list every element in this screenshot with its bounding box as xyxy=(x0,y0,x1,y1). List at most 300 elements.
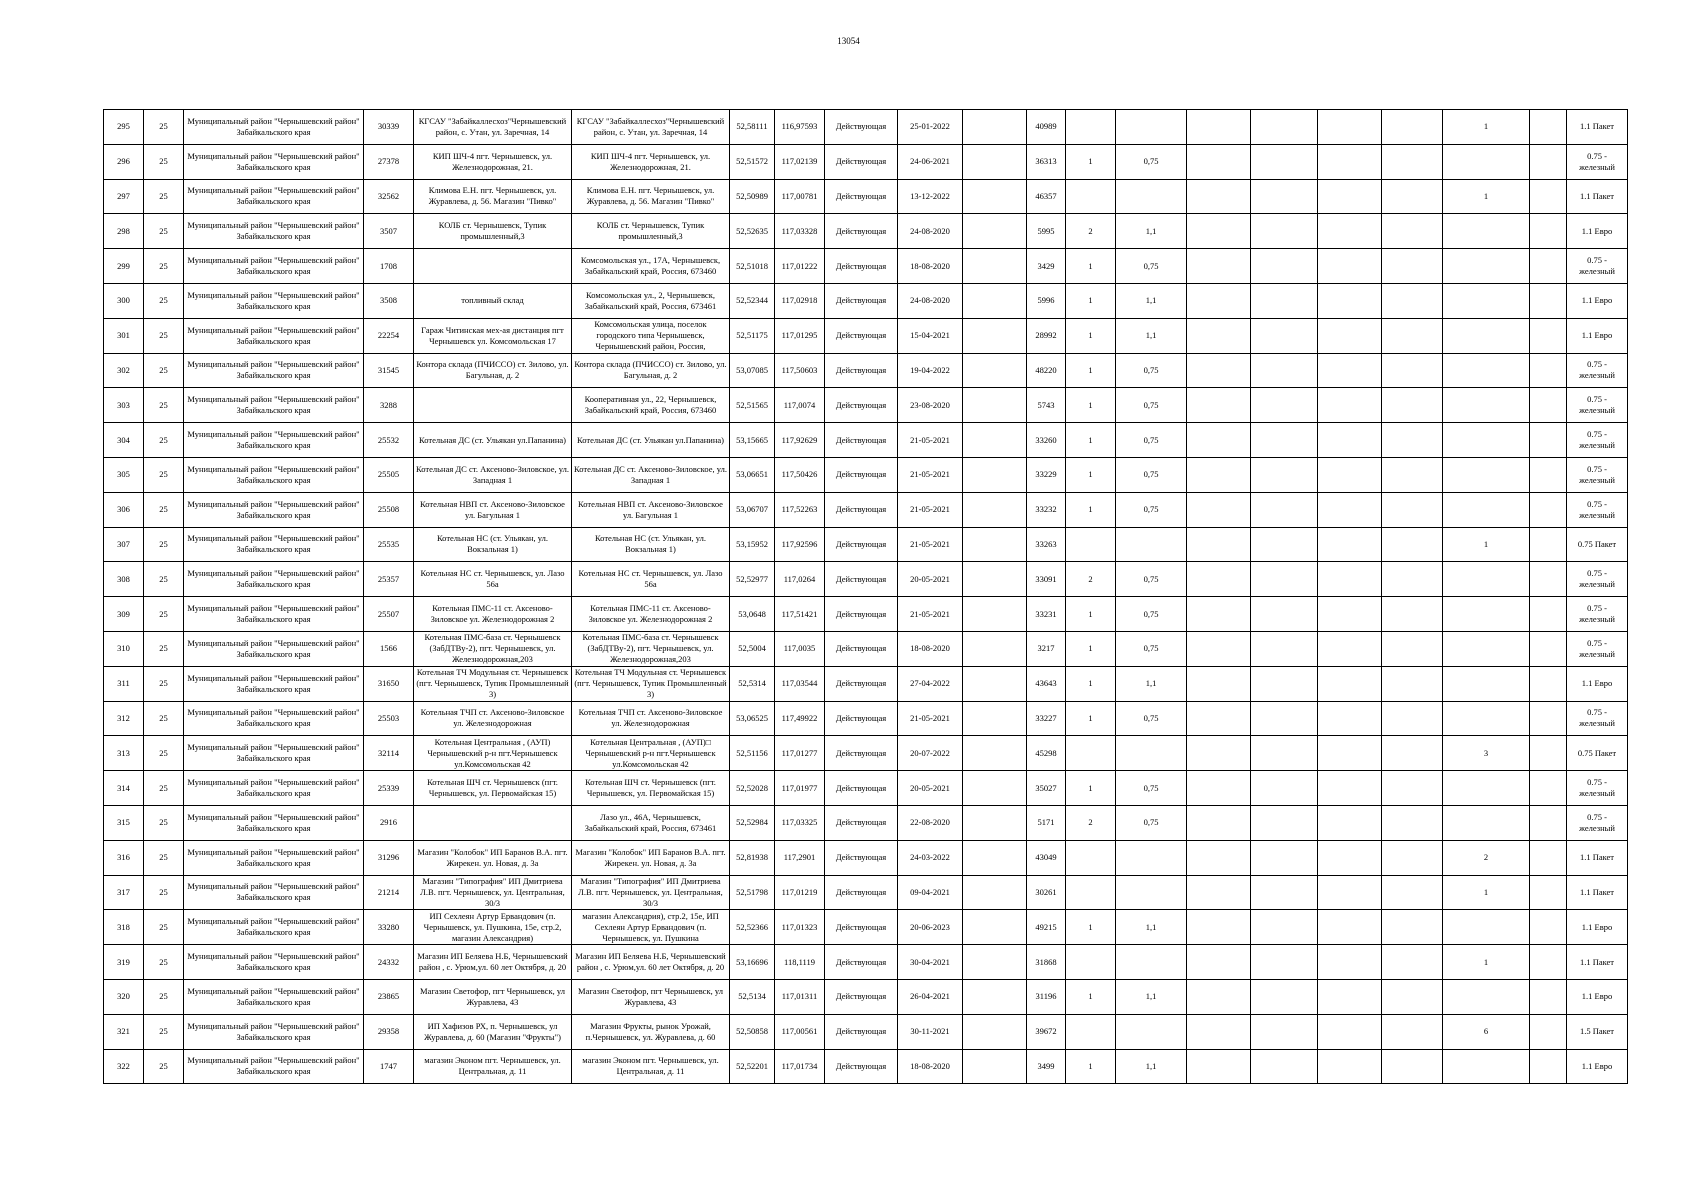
cell-row-number: 315 xyxy=(104,805,144,840)
cell-bag-count xyxy=(1443,353,1530,388)
cell-extra-6 xyxy=(1530,527,1567,562)
cell-extra-5 xyxy=(1382,875,1443,910)
cell-row-number: 318 xyxy=(104,910,144,945)
cell-container-count: 1 xyxy=(1066,283,1116,318)
cell-row-number: 296 xyxy=(104,144,144,179)
cell-extra-1 xyxy=(963,805,1027,840)
cell-latitude: 53,06525 xyxy=(730,701,775,736)
cell-longitude: 117,00561 xyxy=(775,1014,825,1049)
cell-status: Действующая xyxy=(825,283,898,318)
cell-municipality: Муниципальный район "Чернышевский район" Забайкальского края xyxy=(184,771,364,806)
cell-extra-2 xyxy=(1187,666,1251,701)
cell-registry-id: 31868 xyxy=(1027,945,1066,980)
cell-municipality: Муниципальный район "Чернышевский район" Забайкальского края xyxy=(184,110,364,145)
cell-latitude: 53,06707 xyxy=(730,492,775,527)
cell-status: Действующая xyxy=(825,597,898,632)
cell-extra-6 xyxy=(1530,1014,1567,1049)
cell-extra-5 xyxy=(1382,736,1443,771)
cell-region-code: 25 xyxy=(144,840,184,875)
cell-region-code: 25 xyxy=(144,910,184,945)
cell-longitude: 117,92629 xyxy=(775,423,825,458)
cell-site-name: Котельная ДС (ст. Ульякан ул.Папанина) xyxy=(414,423,572,458)
cell-municipality: Муниципальный район "Чернышевский район" Забайкальского края xyxy=(184,701,364,736)
cell-extra-1 xyxy=(963,840,1027,875)
cell-status: Действующая xyxy=(825,1014,898,1049)
cell-bag-count xyxy=(1443,318,1530,353)
cell-container-type: 1.1 Евро xyxy=(1567,318,1628,353)
cell-latitude: 52,52028 xyxy=(730,771,775,806)
cell-latitude: 53,15952 xyxy=(730,527,775,562)
cell-container-volume: 0,75 xyxy=(1116,144,1187,179)
cell-registry-id: 5743 xyxy=(1027,388,1066,423)
cell-row-number: 305 xyxy=(104,457,144,492)
cell-extra-2 xyxy=(1187,945,1251,980)
cell-site-name: магазин Эконом пгт. Чернышевск, ул. Центральная, д. 11 xyxy=(414,1049,572,1084)
cell-longitude: 117,01222 xyxy=(775,249,825,284)
table-row xyxy=(104,457,1628,492)
cell-site-address: Магазин Фрукты, рынок Урожай, п.Чернышевск, ул. Журавлева, д. 60 xyxy=(572,1014,730,1049)
cell-status: Действующая xyxy=(825,353,898,388)
cell-date: 20-05-2021 xyxy=(898,771,963,806)
cell-date: 24-08-2020 xyxy=(898,214,963,249)
cell-extra-2 xyxy=(1187,318,1251,353)
cell-extra-4 xyxy=(1318,666,1382,701)
cell-bag-count: 1 xyxy=(1443,527,1530,562)
cell-status: Действующая xyxy=(825,840,898,875)
cell-extra-3 xyxy=(1251,492,1318,527)
cell-municipality: Муниципальный район "Чернышевский район" Забайкальского края xyxy=(184,805,364,840)
cell-extra-6 xyxy=(1530,214,1567,249)
cell-site-name: Котельная НВП ст. Аксеново-Зиловское ул. Багульная 1 xyxy=(414,492,572,527)
cell-registry-id: 33263 xyxy=(1027,527,1066,562)
cell-status: Действующая xyxy=(825,666,898,701)
cell-extra-3 xyxy=(1251,423,1318,458)
cell-extra-5 xyxy=(1382,701,1443,736)
cell-municipality: Муниципальный район "Чернышевский район" Забайкальского края xyxy=(184,666,364,701)
cell-extra-2 xyxy=(1187,875,1251,910)
cell-registry-id: 48220 xyxy=(1027,353,1066,388)
cell-site-address: Котельная НС ст. Чернышевск, ул. Лазо 56а xyxy=(572,562,730,597)
cell-status: Действующая xyxy=(825,110,898,145)
cell-site-id: 3508 xyxy=(364,283,414,318)
cell-extra-3 xyxy=(1251,457,1318,492)
cell-container-count: 1 xyxy=(1066,457,1116,492)
cell-site-address: КГСАУ "Забайкаллесхоз"Чернышевский район, с. Утан, ул. Заречная, 14 xyxy=(572,110,730,145)
cell-site-address: Котельная НС (ст. Ульякан, ул. Вокзальная 1) xyxy=(572,527,730,562)
cell-registry-id: 5171 xyxy=(1027,805,1066,840)
cell-bag-count xyxy=(1443,666,1530,701)
cell-date: 20-06-2023 xyxy=(898,910,963,945)
cell-extra-6 xyxy=(1530,283,1567,318)
cell-latitude: 52,52344 xyxy=(730,283,775,318)
cell-latitude: 53,07085 xyxy=(730,353,775,388)
cell-status: Действующая xyxy=(825,562,898,597)
cell-site-address: Котельная Центральная , (АУП)□ Чернышевский р-н пгт.Чернышевск ул.Комсомольская 42 xyxy=(572,736,730,771)
cell-extra-6 xyxy=(1530,249,1567,284)
cell-latitude: 53,16696 xyxy=(730,945,775,980)
cell-extra-1 xyxy=(963,457,1027,492)
cell-status: Действующая xyxy=(825,214,898,249)
cell-longitude: 117,2901 xyxy=(775,840,825,875)
cell-registry-id: 5996 xyxy=(1027,283,1066,318)
cell-container-volume: 0,75 xyxy=(1116,631,1187,666)
cell-region-code: 25 xyxy=(144,318,184,353)
cell-extra-6 xyxy=(1530,1049,1567,1084)
cell-municipality: Муниципальный район "Чернышевский район" Забайкальского края xyxy=(184,562,364,597)
cell-row-number: 312 xyxy=(104,701,144,736)
cell-longitude: 117,01219 xyxy=(775,875,825,910)
cell-latitude: 52,58111 xyxy=(730,110,775,145)
cell-registry-id: 43643 xyxy=(1027,666,1066,701)
cell-extra-5 xyxy=(1382,666,1443,701)
cell-site-id: 1747 xyxy=(364,1049,414,1084)
cell-region-code: 25 xyxy=(144,701,184,736)
cell-extra-6 xyxy=(1530,492,1567,527)
cell-site-name: Котельная ШЧ ст. Чернышевск (пгт. Чернышевск, ул. Первомайская 15) xyxy=(414,771,572,806)
cell-date: 27-04-2022 xyxy=(898,666,963,701)
cell-extra-2 xyxy=(1187,388,1251,423)
cell-container-count: 1 xyxy=(1066,910,1116,945)
table-row xyxy=(104,318,1628,353)
cell-row-number: 300 xyxy=(104,283,144,318)
cell-extra-5 xyxy=(1382,353,1443,388)
cell-container-type: 0.75 - железный xyxy=(1567,562,1628,597)
cell-container-count xyxy=(1066,179,1116,214)
cell-container-volume xyxy=(1116,179,1187,214)
cell-extra-3 xyxy=(1251,875,1318,910)
cell-latitude: 52,52366 xyxy=(730,910,775,945)
cell-status: Действующая xyxy=(825,527,898,562)
cell-extra-1 xyxy=(963,945,1027,980)
cell-site-id: 29358 xyxy=(364,1014,414,1049)
cell-extra-4 xyxy=(1318,318,1382,353)
cell-date: 30-04-2021 xyxy=(898,945,963,980)
cell-bag-count xyxy=(1443,144,1530,179)
cell-extra-3 xyxy=(1251,666,1318,701)
cell-extra-1 xyxy=(963,423,1027,458)
cell-region-code: 25 xyxy=(144,597,184,632)
cell-container-type: 0.75 - железный xyxy=(1567,492,1628,527)
cell-latitude: 52,52635 xyxy=(730,214,775,249)
cell-site-name: Котельная ТЧП ст. Аксеново-Зиловское ул. Железнодорожная xyxy=(414,701,572,736)
cell-region-code: 25 xyxy=(144,562,184,597)
cell-region-code: 25 xyxy=(144,979,184,1014)
cell-site-id: 3507 xyxy=(364,214,414,249)
cell-container-volume xyxy=(1116,945,1187,980)
cell-extra-1 xyxy=(963,597,1027,632)
cell-extra-1 xyxy=(963,110,1027,145)
cell-registry-id: 31196 xyxy=(1027,979,1066,1014)
cell-registry-id: 45298 xyxy=(1027,736,1066,771)
cell-longitude: 117,01295 xyxy=(775,318,825,353)
cell-extra-4 xyxy=(1318,388,1382,423)
cell-bag-count xyxy=(1443,562,1530,597)
cell-site-name: Котельная ПМС-база ст. Чернышевск (ЗабДТВу-2), пгт. Чернышевск, ул. Железнодорожная,203 xyxy=(414,631,572,666)
cell-municipality: Муниципальный район "Чернышевский район" Забайкальского края xyxy=(184,945,364,980)
cell-site-id: 25503 xyxy=(364,701,414,736)
cell-extra-6 xyxy=(1530,562,1567,597)
cell-municipality: Муниципальный район "Чернышевский район" Забайкальского края xyxy=(184,179,364,214)
cell-extra-2 xyxy=(1187,597,1251,632)
cell-extra-1 xyxy=(963,527,1027,562)
cell-extra-1 xyxy=(963,562,1027,597)
cell-site-address: Контора склада (ПЧИССО) ст. Зилово, ул. Багульная, д. 2 xyxy=(572,353,730,388)
cell-extra-2 xyxy=(1187,631,1251,666)
cell-extra-2 xyxy=(1187,179,1251,214)
cell-extra-2 xyxy=(1187,144,1251,179)
cell-status: Действующая xyxy=(825,492,898,527)
cell-extra-3 xyxy=(1251,527,1318,562)
cell-container-type: 0.75 - железный xyxy=(1567,701,1628,736)
cell-status: Действующая xyxy=(825,805,898,840)
cell-container-volume: 1,1 xyxy=(1116,666,1187,701)
cell-bag-count xyxy=(1443,631,1530,666)
cell-row-number: 301 xyxy=(104,318,144,353)
cell-extra-5 xyxy=(1382,179,1443,214)
cell-municipality: Муниципальный район "Чернышевский район" Забайкальского края xyxy=(184,388,364,423)
cell-date: 09-04-2021 xyxy=(898,875,963,910)
cell-container-count: 1 xyxy=(1066,597,1116,632)
cell-registry-id: 33232 xyxy=(1027,492,1066,527)
cell-container-count: 2 xyxy=(1066,562,1116,597)
cell-extra-2 xyxy=(1187,562,1251,597)
cell-status: Действующая xyxy=(825,910,898,945)
cell-row-number: 311 xyxy=(104,666,144,701)
cell-extra-2 xyxy=(1187,805,1251,840)
cell-longitude: 117,0264 xyxy=(775,562,825,597)
cell-container-volume: 1,1 xyxy=(1116,910,1187,945)
cell-site-address: Магазин ИП Беляева Н.Б, Чернышевский район , с. Урюм,ул. 60 лет Октября, д. 20 xyxy=(572,945,730,980)
cell-container-volume: 0,75 xyxy=(1116,423,1187,458)
cell-container-count: 1 xyxy=(1066,666,1116,701)
cell-extra-5 xyxy=(1382,910,1443,945)
cell-container-type: 0.75 - железный xyxy=(1567,423,1628,458)
cell-extra-6 xyxy=(1530,353,1567,388)
cell-container-volume xyxy=(1116,875,1187,910)
cell-longitude: 117,03328 xyxy=(775,214,825,249)
cell-container-volume: 0,75 xyxy=(1116,771,1187,806)
cell-container-count: 1 xyxy=(1066,771,1116,806)
cell-status: Действующая xyxy=(825,771,898,806)
cell-longitude: 117,51421 xyxy=(775,597,825,632)
cell-container-count xyxy=(1066,527,1116,562)
cell-bag-count xyxy=(1443,701,1530,736)
cell-site-address: магазин Александрия), стр.2, 15е, ИП Сехлеян Артур Ервандович (п. Чернышевск, ул. Пушкина xyxy=(572,910,730,945)
cell-site-id: 23865 xyxy=(364,979,414,1014)
cell-bag-count: 1 xyxy=(1443,179,1530,214)
cell-extra-5 xyxy=(1382,1049,1443,1084)
cell-site-address: Комсомольская ул., 17А, Чернышевск, Забайкальский край, Россия, 673460 xyxy=(572,249,730,284)
cell-site-id: 25507 xyxy=(364,597,414,632)
cell-container-count: 1 xyxy=(1066,1049,1116,1084)
cell-container-count xyxy=(1066,945,1116,980)
cell-latitude: 52,51018 xyxy=(730,249,775,284)
cell-registry-id: 40989 xyxy=(1027,110,1066,145)
cell-bag-count: 1 xyxy=(1443,875,1530,910)
cell-status: Действующая xyxy=(825,701,898,736)
table-row xyxy=(104,666,1628,701)
cell-extra-2 xyxy=(1187,771,1251,806)
cell-site-address: Котельная ПМС-база ст. Чернышевск (ЗабДТВу-2), пгт. Чернышевск, ул. Железнодорожная,203 xyxy=(572,631,730,666)
cell-site-address: КИП ШЧ-4 пгт. Чернышевск, ул. Железнодорожная, 21. xyxy=(572,144,730,179)
cell-extra-3 xyxy=(1251,736,1318,771)
cell-municipality: Муниципальный район "Чернышевский район" Забайкальского края xyxy=(184,979,364,1014)
cell-container-type: 0.75 - железный xyxy=(1567,144,1628,179)
cell-extra-3 xyxy=(1251,910,1318,945)
cell-extra-4 xyxy=(1318,736,1382,771)
cell-container-type: 0.75 - железный xyxy=(1567,249,1628,284)
cell-extra-5 xyxy=(1382,1014,1443,1049)
cell-extra-4 xyxy=(1318,110,1382,145)
cell-container-volume: 1,1 xyxy=(1116,979,1187,1014)
cell-site-id: 30339 xyxy=(364,110,414,145)
cell-region-code: 25 xyxy=(144,945,184,980)
cell-registry-id: 3429 xyxy=(1027,249,1066,284)
cell-container-type: 0.75 - железный xyxy=(1567,597,1628,632)
cell-longitude: 117,03325 xyxy=(775,805,825,840)
cell-extra-6 xyxy=(1530,318,1567,353)
cell-registry-id: 30261 xyxy=(1027,875,1066,910)
cell-extra-5 xyxy=(1382,283,1443,318)
cell-row-number: 306 xyxy=(104,492,144,527)
table-row xyxy=(104,388,1628,423)
cell-longitude: 117,01277 xyxy=(775,736,825,771)
cell-site-name xyxy=(414,805,572,840)
cell-extra-3 xyxy=(1251,805,1318,840)
cell-bag-count xyxy=(1443,910,1530,945)
cell-site-address: Магазин "Типография" ИП Дмитриева Л.В. пгт. Чернышевск, ул. Центральная, 30/3 xyxy=(572,875,730,910)
cell-latitude: 52,5004 xyxy=(730,631,775,666)
cell-extra-3 xyxy=(1251,249,1318,284)
cell-registry-id: 46357 xyxy=(1027,179,1066,214)
cell-container-type: 1.1 Евро xyxy=(1567,1049,1628,1084)
cell-bag-count: 1 xyxy=(1443,110,1530,145)
cell-date: 26-04-2021 xyxy=(898,979,963,1014)
cell-site-id: 31650 xyxy=(364,666,414,701)
cell-container-type: 1.1 Евро xyxy=(1567,979,1628,1014)
cell-extra-1 xyxy=(963,1049,1027,1084)
cell-region-code: 25 xyxy=(144,875,184,910)
cell-site-name: Котельная НС ст. Чернышевск, ул. Лазо 56а xyxy=(414,562,572,597)
cell-site-name: Котельная ТЧ Модульная ст. Чернышевск (пгт. Чернышевск, Тупик Промышленный 3) xyxy=(414,666,572,701)
cell-municipality: Муниципальный район "Чернышевский район" Забайкальского края xyxy=(184,492,364,527)
table-row xyxy=(104,492,1628,527)
cell-extra-1 xyxy=(963,388,1027,423)
cell-extra-6 xyxy=(1530,631,1567,666)
cell-extra-4 xyxy=(1318,979,1382,1014)
cell-site-name: Магазин "Типография" ИП Дмитриева Л.В. пгт. Чернышевск, ул. Центральная, 30/3 xyxy=(414,875,572,910)
cell-municipality: Муниципальный район "Чернышевский район" Забайкальского края xyxy=(184,423,364,458)
cell-container-count: 1 xyxy=(1066,492,1116,527)
cell-status: Действующая xyxy=(825,179,898,214)
cell-extra-6 xyxy=(1530,179,1567,214)
cell-bag-count: 3 xyxy=(1443,736,1530,771)
cell-extra-3 xyxy=(1251,214,1318,249)
cell-extra-6 xyxy=(1530,736,1567,771)
cell-extra-1 xyxy=(963,179,1027,214)
cell-status: Действующая xyxy=(825,736,898,771)
cell-region-code: 25 xyxy=(144,388,184,423)
cell-site-address: Кооперативная ул., 22, Чернышевск, Забайкальский край, Россия, 673460 xyxy=(572,388,730,423)
cell-extra-3 xyxy=(1251,1049,1318,1084)
cell-latitude: 53,15665 xyxy=(730,423,775,458)
cell-date: 20-05-2021 xyxy=(898,562,963,597)
cell-latitude: 52,51156 xyxy=(730,736,775,771)
cell-container-count: 1 xyxy=(1066,144,1116,179)
cell-row-number: 302 xyxy=(104,353,144,388)
cell-container-type: 1.1 Пакет xyxy=(1567,179,1628,214)
cell-region-code: 25 xyxy=(144,666,184,701)
cell-extra-2 xyxy=(1187,492,1251,527)
cell-row-number: 303 xyxy=(104,388,144,423)
cell-site-address: Котельная ДС ст. Аксеново-Зиловское, ул. Западная 1 xyxy=(572,457,730,492)
cell-extra-6 xyxy=(1530,945,1567,980)
cell-site-address: Котельная ТЧП ст. Аксеново-Зиловское ул. Железнодорожная xyxy=(572,701,730,736)
cell-row-number: 307 xyxy=(104,527,144,562)
cell-latitude: 52,52984 xyxy=(730,805,775,840)
cell-longitude: 117,01311 xyxy=(775,979,825,1014)
cell-extra-1 xyxy=(963,979,1027,1014)
cell-site-name: ИП Сехлеян Артур Ервандович (п. Чернышевск, ул. Пушкина, 15е, стр.2, магазин Александрия) xyxy=(414,910,572,945)
cell-extra-1 xyxy=(963,736,1027,771)
cell-latitude: 52,52977 xyxy=(730,562,775,597)
cell-status: Действующая xyxy=(825,979,898,1014)
cell-container-type: 0.75 Пакет xyxy=(1567,736,1628,771)
cell-extra-5 xyxy=(1382,805,1443,840)
cell-registry-id: 5995 xyxy=(1027,214,1066,249)
cell-extra-5 xyxy=(1382,562,1443,597)
cell-status: Действующая xyxy=(825,875,898,910)
cell-date: 13-12-2022 xyxy=(898,179,963,214)
cell-municipality: Муниципальный район "Чернышевский район" Забайкальского края xyxy=(184,144,364,179)
cell-row-number: 317 xyxy=(104,875,144,910)
cell-registry-id: 33091 xyxy=(1027,562,1066,597)
cell-date: 18-08-2020 xyxy=(898,1049,963,1084)
cell-extra-4 xyxy=(1318,701,1382,736)
cell-extra-3 xyxy=(1251,945,1318,980)
cell-latitude: 52,50989 xyxy=(730,179,775,214)
cell-latitude: 52,51798 xyxy=(730,875,775,910)
table-row xyxy=(104,179,1628,214)
cell-container-volume: 0,75 xyxy=(1116,492,1187,527)
cell-container-volume: 0,75 xyxy=(1116,805,1187,840)
cell-date: 21-05-2021 xyxy=(898,457,963,492)
cell-extra-3 xyxy=(1251,388,1318,423)
cell-bag-count xyxy=(1443,805,1530,840)
cell-extra-2 xyxy=(1187,110,1251,145)
cell-extra-1 xyxy=(963,249,1027,284)
cell-site-address: КОЛБ ст. Чернышевск, Тупик промышленный,3 xyxy=(572,214,730,249)
cell-site-id: 25357 xyxy=(364,562,414,597)
cell-site-id: 21214 xyxy=(364,875,414,910)
cell-date: 23-08-2020 xyxy=(898,388,963,423)
cell-site-address: Котельная НВП ст. Аксеново-Зиловское ул. Багульная 1 xyxy=(572,492,730,527)
cell-latitude: 53,0648 xyxy=(730,597,775,632)
cell-date: 15-04-2021 xyxy=(898,318,963,353)
cell-extra-6 xyxy=(1530,910,1567,945)
cell-bag-count xyxy=(1443,979,1530,1014)
cell-site-address: Котельная ПМС-11 ст. Аксеново-Зиловское ул. Железнодорожная 2 xyxy=(572,597,730,632)
cell-extra-3 xyxy=(1251,179,1318,214)
cell-municipality: Муниципальный район "Чернышевский район" Забайкальского края xyxy=(184,1014,364,1049)
cell-registry-id: 33260 xyxy=(1027,423,1066,458)
cell-extra-3 xyxy=(1251,701,1318,736)
cell-extra-4 xyxy=(1318,945,1382,980)
cell-extra-3 xyxy=(1251,562,1318,597)
cell-container-type: 1.1 Пакет xyxy=(1567,875,1628,910)
cell-site-name: ИП Хафизов РХ, п. Чернышевск, ул Журавлева, д. 60 (Магазин "Фрукты") xyxy=(414,1014,572,1049)
cell-bag-count: 1 xyxy=(1443,945,1530,980)
